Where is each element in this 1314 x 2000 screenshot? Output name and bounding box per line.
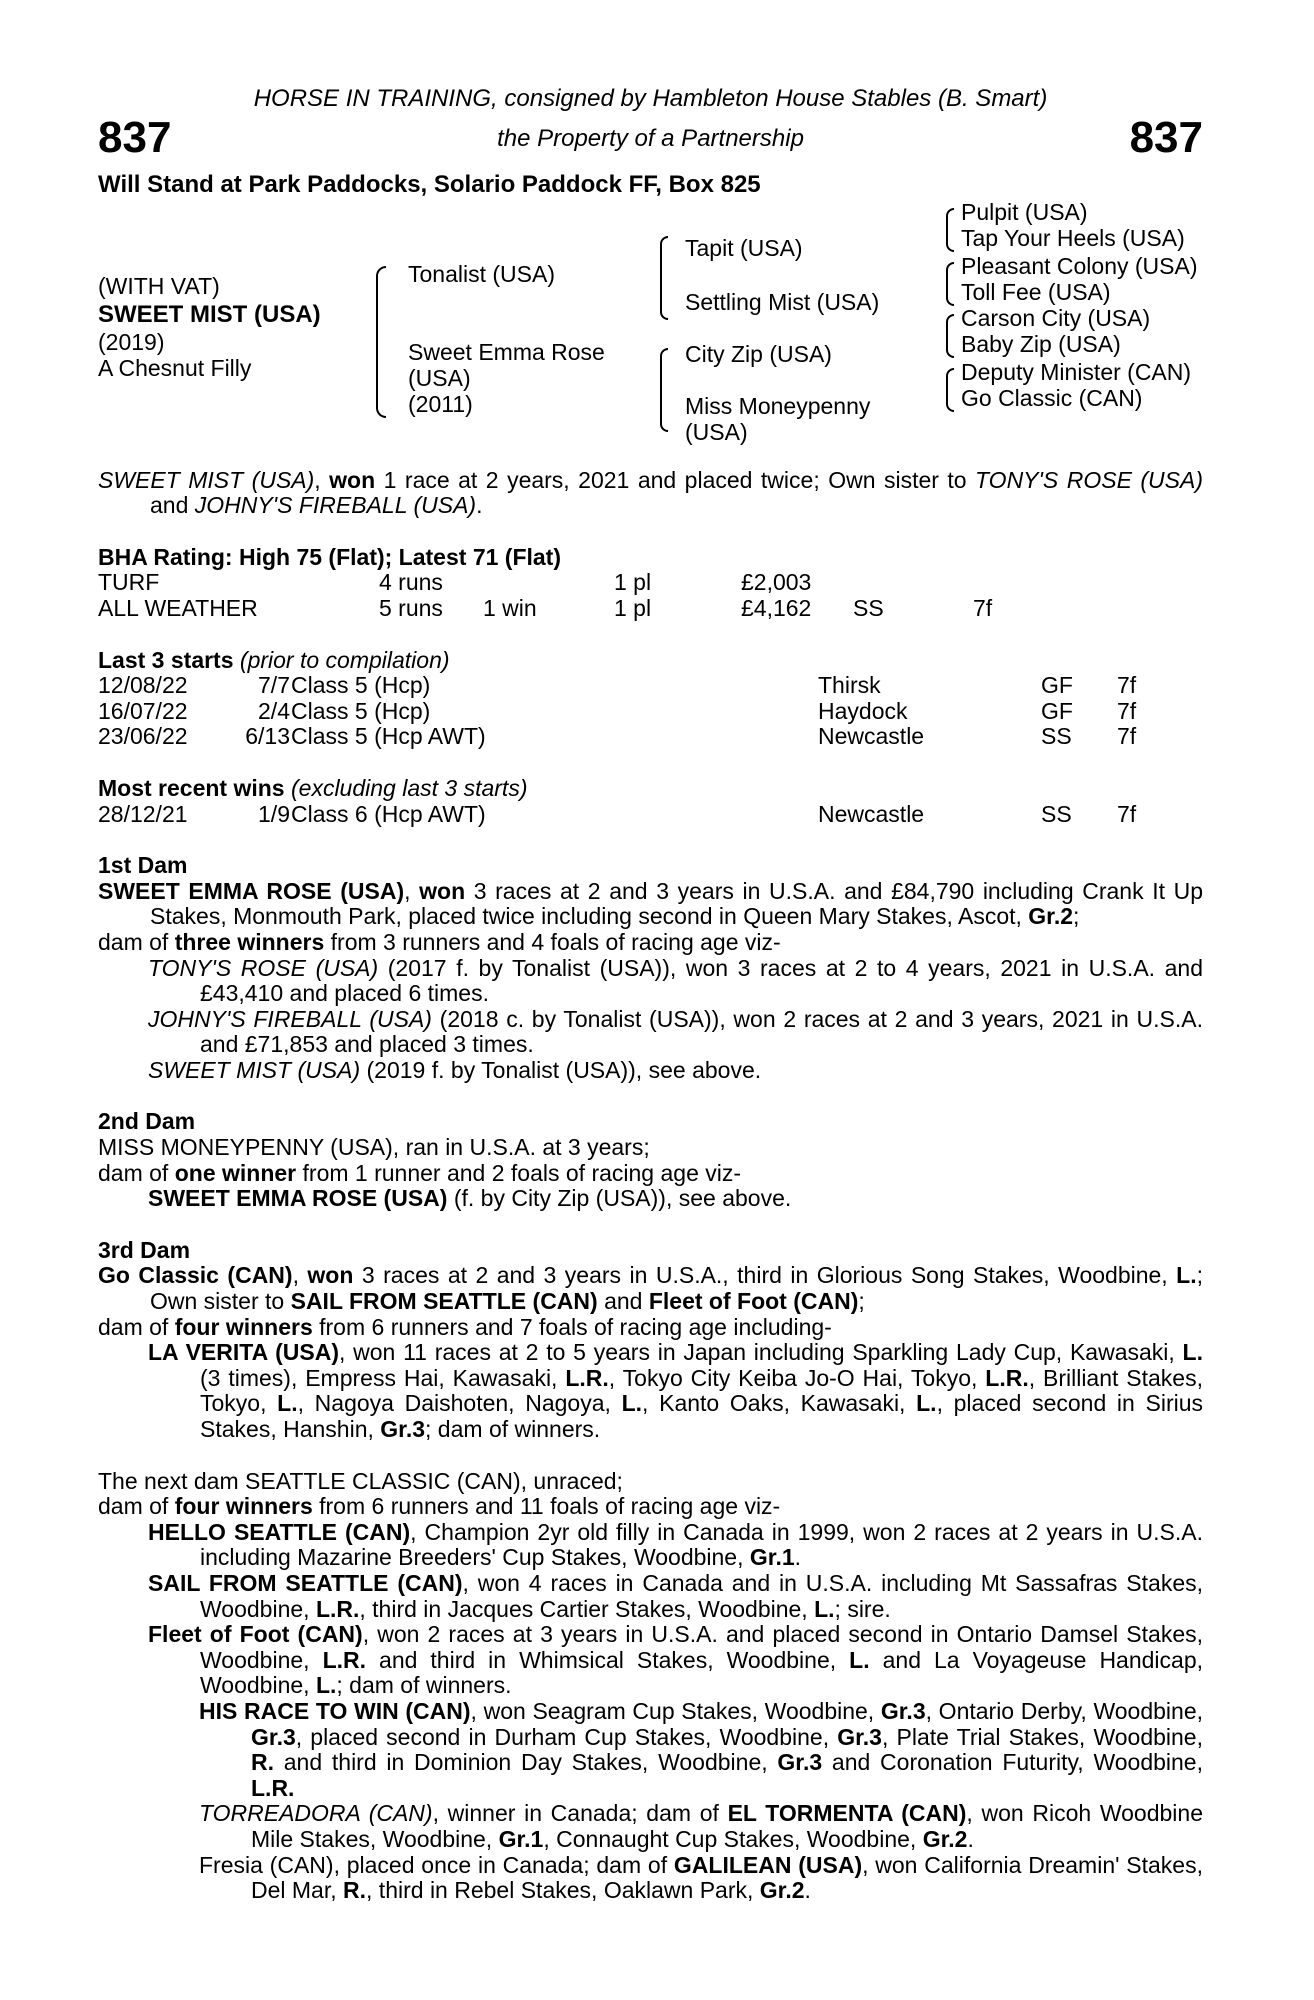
bracket-sire-parents: [660, 236, 668, 320]
dam-sire: City Zip (USA): [685, 340, 832, 367]
start-row: 23/06/22 6/13 Class 5 (Hcp AWT) Newcastle SS 7f: [98, 723, 1137, 750]
gen3-ssd: Tap Your Heels (USA): [961, 224, 1185, 251]
rating-section: [98, 545, 1203, 622]
second-dam-produce: dam of one winner from 1 runner and 2 foals of racing age viz-: [98, 1159, 742, 1186]
bracket-sire-dam: [376, 266, 386, 418]
dam-name: Sweet Emma Rose: [408, 338, 605, 365]
start-row: 12/08/22 7/7 Class 5 (Hcp) Thirsk GF 7f: [98, 672, 1137, 699]
dam-year: (2011): [408, 390, 473, 417]
rating-title: BHA Rating: High 75 (Flat); Latest 71 (Flat): [98, 543, 561, 570]
gen3-sdd: Toll Fee (USA): [961, 278, 1111, 305]
offspring-entry: HELLO SEATTLE (CAN), Champion 2yr old filly in Canada in 1999, won 2 races at 2 years in U.S.A. including Mazarine Breeders' Cup Stakes, Woodbine, Gr.1.: [148, 1518, 1203, 1571]
gen3-dss: Carson City (USA): [961, 304, 1151, 331]
consignor-line: HORSE IN TRAINING, consigned by Hambleton House Stables (B. Smart): [253, 85, 1048, 112]
rating-row-turf: TURF 4 runs 1 pl £2,003: [98, 569, 812, 596]
most-recent-wins: [98, 776, 1203, 827]
offspring-entry: TONY'S ROSE (USA) (2017 f. by Tonalist (USA)), won 3 races at 2 to 4 years, 2021 in U.S.A. and £43,410 and placed 6 times.: [148, 954, 1204, 1007]
pedigree-table: [98, 198, 1203, 448]
second-dam-heading: 2nd Dam: [98, 1108, 196, 1135]
offspring-entry: TORREADORA (CAN), winner in Canada; dam of EL TORMENTA (CAN), won Ricoh Woodbine Mile Stakes, Woodbine, Gr.1, Connaught Cup Stakes, Woodbine, Gr.2.: [199, 1800, 1203, 1852]
next-dam-line: The next dam SEATTLE CLASSIC (CAN), unraced;: [98, 1467, 623, 1494]
first-dam-produce: dam of three winners from 3 runners and 4 foals of racing age viz-: [98, 928, 781, 955]
offspring-entry: SAIL FROM SEATTLE (CAN), won 4 races in Canada and in U.S.A. including Mt Sassafras Stakes, Woodbine, L.R., third in Jacques Cartier Stakes, Woodbine, L.; sire.: [148, 1569, 1203, 1622]
offspring-entry: Fleet of Foot (CAN), won 2 races at 3 years in U.S.A. and placed second in Ontario Damsel Stakes, Woodbine, L.R. and third in Whimsical Stakes, Woodbine, L. and La Voyageuse Handicap, Woodbine, L.; dam of winners.: [148, 1621, 1204, 1699]
dam-country: (USA): [408, 364, 471, 391]
lot-header: [98, 80, 1203, 162]
offspring-entry: SWEET MIST (USA) (2019 f. by Tonalist (USA)), see above.: [148, 1056, 762, 1083]
offspring-entry: HIS RACE TO WIN (CAN), won Seagram Cup Stakes, Woodbine, Gr.3, Ontario Derby, Woodbine, Gr.3, placed second in Durham Cup Stakes, Woodbine, Gr.3, Plate Trial Stakes, Woodbine, R. and third in Dominion Day Stakes, Woodbine, Gr.3 and Coronation Futurity, Woodbine, L.R.: [199, 1697, 1203, 1801]
offspring-entry: SWEET EMMA ROSE (USA) (f. by City Zip (USA)), see above.: [148, 1185, 792, 1212]
lot-number-right: 837: [1129, 113, 1203, 162]
gen3-sss: Pulpit (USA): [961, 198, 1088, 225]
third-dam-section: [98, 1238, 1203, 1443]
offspring-entry: Fresia (CAN), placed once in Canada; dam of GALILEAN (USA), won California Dreamin' Stakes, Del Mar, R., third in Rebel Stakes, Oaklawn Park, Gr.2.: [199, 1851, 1203, 1904]
bracket-gen3-3: [946, 314, 954, 358]
dam-dam-country: (USA): [685, 418, 748, 445]
recent-title-line: Most recent wins (excluding last 3 starts): [98, 774, 528, 801]
horse-name: SWEET MIST (USA): [98, 300, 321, 328]
dam-dam: Miss Moneypenny: [685, 392, 871, 419]
sire: Tonalist (USA): [408, 260, 555, 287]
next-dam-produce: dam of four winners from 6 runners and 11 foals of racing age viz-: [98, 1493, 781, 1520]
third-dam-produce: dam of four winners from 6 runners and 7 foals of racing age including-: [98, 1313, 832, 1340]
gen3-dsd: Baby Zip (USA): [961, 330, 1121, 357]
horse-description: A Chesnut Filly: [98, 354, 252, 381]
first-dam-para: SWEET EMMA ROSE (USA), won 3 races at 2 and 3 years in U.S.A. and £84,790 including Crank It Up Stakes, Monmouth Park, placed twice including second in Queen Mary Stakes, Ascot, Gr.2;: [98, 877, 1203, 930]
bracket-gen3-1: [946, 208, 954, 252]
third-dam-para: Go Classic (CAN), won 3 races at 2 and 3 years in U.S.A., third in Glorious Song Stakes, Woodbine, L.; Own sister to SAIL FROM SEATTLE (CAN) and Fleet of Foot (CAN);: [98, 1262, 1203, 1315]
foaling-year: (2019): [98, 328, 165, 355]
bracket-gen3-2: [946, 262, 954, 306]
last-three-starts: [98, 648, 1203, 750]
sire-dam: Settling Mist (USA): [685, 288, 880, 315]
start-row: 16/07/22 2/4 Class 5 (Hcp) Haydock GF 7f: [98, 697, 1137, 724]
offspring-entry: LA VERITA (USA), won 11 races at 2 to 5 years in Japan including Sparkling Lady Cup, Kawasaki, L. (3 times), Empress Hai, Kawasaki, L.R., Tokyo City Keiba Jo-O Hai, Tokyo, L.R., Brilliant Stakes, Tokyo, L., Nagoya Daishoten, Nagoya, L., Kanto Oaks, Kawasaki, L., placed second in Sirius Stakes, Hanshin, Gr.3; dam of winners.: [148, 1339, 1204, 1442]
rating-row-aw: ALL WEATHER 5 runs 1 win 1 pl £4,162 SS 7f: [98, 594, 993, 621]
property-line: the Property of a Partnership: [497, 125, 804, 152]
vat-label: (WITH VAT): [98, 272, 220, 299]
bracket-gen3-4: [946, 368, 954, 412]
gen3-dds: Deputy Minister (CAN): [961, 358, 1192, 385]
first-dam-heading: 1st Dam: [98, 852, 188, 879]
offspring-entry: JOHNY'S FIREBALL (USA) (2018 c. by Tonalist (USA)), won 2 races at 2 and 3 years, 2021 in U.S.A. and £71,853 and placed 3 times.: [148, 1005, 1203, 1058]
stand-line: Will Stand at Park Paddocks, Solario Paddock FF, Box 825: [98, 171, 761, 198]
bracket-dam-parents: [660, 348, 668, 432]
catalogue-page: [98, 80, 1203, 1904]
second-dam-line: MISS MONEYPENNY (USA), ran in U.S.A. at 3 years;: [98, 1134, 650, 1161]
gen3-ddd: Go Classic (CAN): [961, 384, 1143, 411]
next-dam-section: [98, 1469, 1203, 1904]
third-dam-heading: 3rd Dam: [98, 1236, 191, 1263]
summary-paragraph: SWEET MIST (USA), won 1 race at 2 years, 2021 and placed twice; Own sister to TONY'S ROSE (USA) and JOHNY'S FIREBALL (USA).: [98, 466, 1203, 519]
second-dam-section: [98, 1109, 1203, 1211]
last3-title-line: Last 3 starts (prior to compilation): [98, 646, 450, 673]
win-row: 28/12/21 1/9 Class 6 (Hcp AWT) Newcastle SS 7f: [98, 800, 1137, 827]
sire-sire: Tapit (USA): [685, 234, 803, 261]
lot-number-left: 837: [98, 113, 172, 162]
first-dam-section: [98, 853, 1203, 1083]
gen3-sds: Pleasant Colony (USA): [961, 252, 1198, 279]
